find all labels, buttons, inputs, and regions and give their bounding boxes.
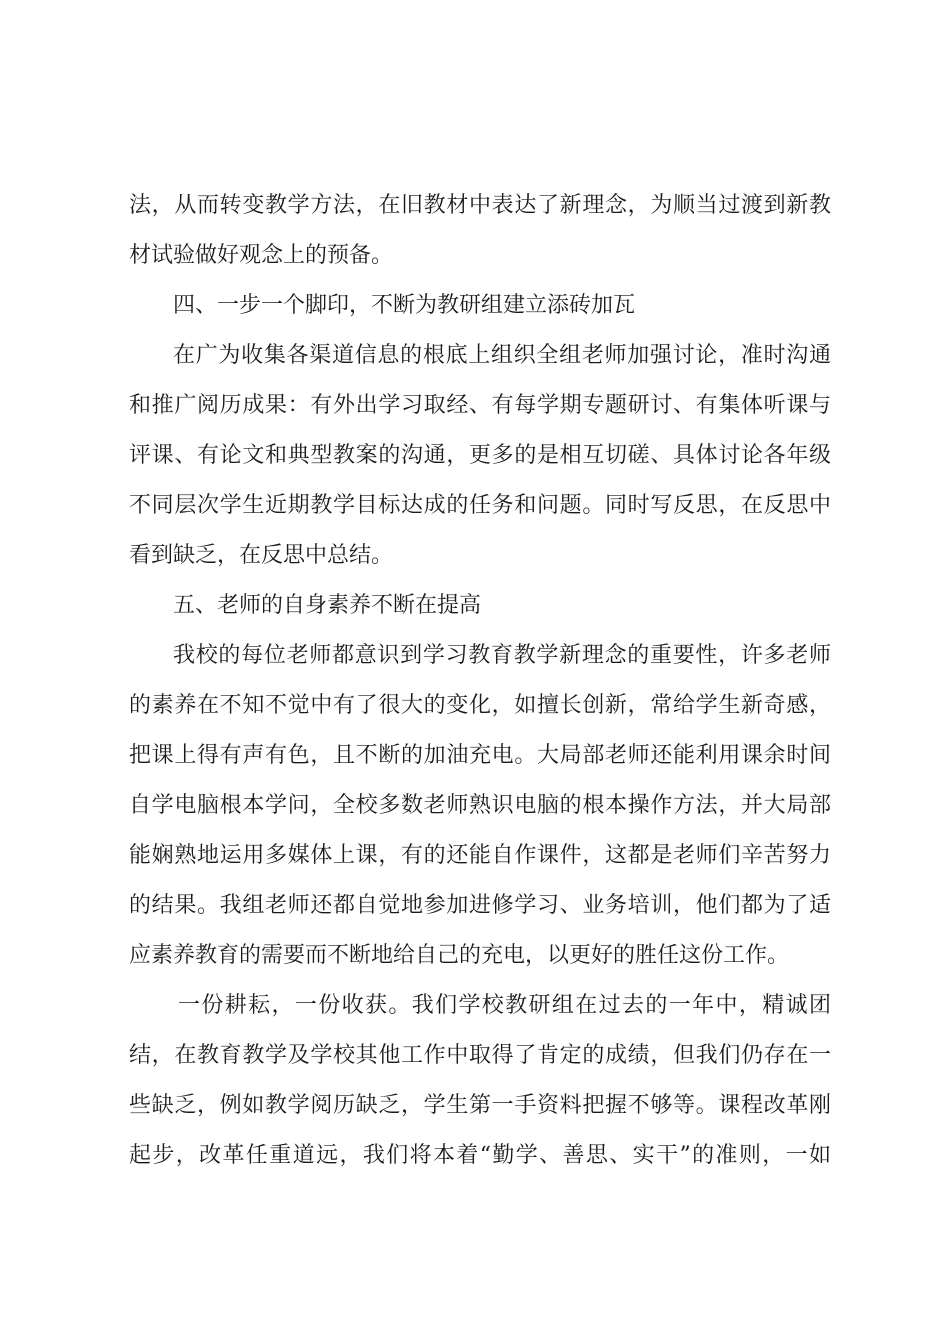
- text-line: 法，从而转变教学方法，在旧教材中表达了新理念，为顺当过渡到新教: [129, 193, 831, 218]
- text-line: 看到缺乏，在反思中总结。: [129, 543, 394, 568]
- text-line: 和推广阅历成果：有外出学习取经、有每学期专题研讨、有集体听课与: [129, 393, 831, 418]
- text-line: 应素养教育的需要而不断地给自己的充电，以更好的胜任这份工作。: [129, 943, 790, 968]
- text-line: 的素养在不知不觉中有了很大的变化，如擅长创新，常给学生新奇感，: [129, 693, 831, 718]
- section-heading-5: 五、老师的自身素养不断在提高: [173, 593, 482, 618]
- text-line: 材试验做好观念上的预备。: [129, 243, 394, 268]
- text-line: 我校的每位老师都意识到学习教育教学新理念的重要性，许多老师: [173, 643, 831, 668]
- text-line: 一份耕耘，一份收获。我们学校教研组在过去的一年中，精诚团: [178, 993, 831, 1018]
- text-line: 起步，改革任重道远，我们将本着“勤学、善思、实干”的准则，一如: [129, 1143, 831, 1168]
- text-line: 能娴熟地运用多媒体上课，有的还能自作课件，这都是老师们辛苦努力: [129, 843, 831, 868]
- text-line: 不同层次学生近期教学目标达成的任务和问题。同时写反思，在反思中: [129, 493, 831, 518]
- text-line: 把课上得有声有色，且不断的加油充电。大局部老师还能利用课余时间: [129, 743, 831, 768]
- text-line: 的结果。我组老师还都自觉地参加进修学习、业务培训，他们都为了适: [129, 893, 831, 918]
- text-line: 些缺乏，例如教学阅历缺乏，学生第一手资料把握不够等。课程改革刚: [129, 1093, 831, 1118]
- text-line: 在广为收集各渠道信息的根底上组织全组老师加强讨论，准时沟通: [173, 343, 831, 368]
- text-line: 自学电脑根本学问，全校多数老师熟识电脑的根本操作方法，并大局部: [129, 793, 831, 818]
- text-line: 评课、有论文和典型教案的沟通，更多的是相互切磋、具体讨论各年级: [129, 443, 831, 468]
- text-line: 结，在教育教学及学校其他工作中取得了肯定的成绩，但我们仍存在一: [129, 1043, 831, 1068]
- section-heading-4: 四、一步一个脚印，不断为教研组建立添砖加瓦: [173, 293, 636, 318]
